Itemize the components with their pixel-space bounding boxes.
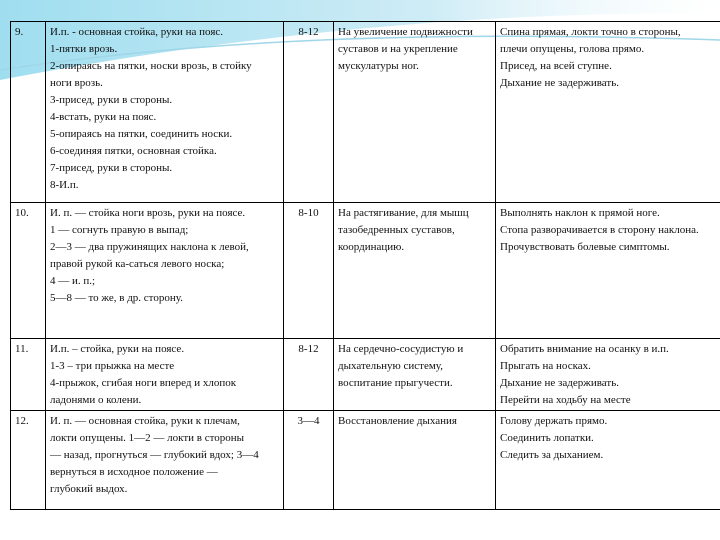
exercise-cell-line: 5-опираясь на пятки, соединить носки.: [50, 128, 233, 140]
exercise-cell-line: 3-присед, руки в стороны.: [50, 94, 173, 106]
exercise-cell-line: 2—3 — два пружинящих наклона к левой,: [50, 241, 249, 253]
exercise-cell-line: И. п. — основная стойка, руки к плечам,: [50, 415, 240, 427]
dosage-cell: [284, 203, 334, 339]
exercise-cell: [46, 411, 284, 510]
exercise-cell-line: 4-прыжок, сгибая ноги вперед и хлопок: [50, 377, 237, 389]
exercise-cell-line: 1-3 – три прыжка на месте: [50, 360, 175, 372]
exercise-cell-line: глубокий выдох.: [50, 483, 128, 495]
dosage-cell: [284, 339, 334, 411]
notes-cell-line: Прочувствовать болевые симптомы.: [500, 241, 670, 253]
exercise-cell-line: ладонями о колени.: [50, 394, 142, 406]
table-row: [11, 203, 720, 339]
notes-cell-line: Выполнять наклон к прямой ноге.: [500, 207, 660, 219]
table-row: [11, 339, 720, 411]
notes-cell-line: Перейти на ходьбу на месте: [500, 394, 631, 406]
exercise-cell-line: 8-И.п.: [50, 179, 79, 191]
dosage-cell-line: 8-12: [298, 343, 319, 355]
notes-cell-line: Следить за дыханием.: [500, 449, 604, 461]
table-row: [11, 22, 720, 203]
purpose-cell-line: координацию.: [338, 241, 405, 253]
exercise-cell-line: правой рукой ка-саться левого носка;: [50, 258, 225, 270]
row-number-cell-line: 9.: [15, 26, 24, 38]
purpose-cell: [334, 339, 496, 411]
notes-cell-line: Дыхание не задерживать.: [500, 77, 619, 89]
notes-cell-line: Стопа разворачивается в сторону наклона.: [500, 224, 699, 236]
exercise-cell-line: локти опущены. 1—2 — локти в стороны: [50, 432, 245, 444]
exercise-cell-line: И.п. - основная стойка, руки на пояс.: [50, 26, 224, 38]
notes-cell-line: Присед, на всей ступне.: [500, 60, 612, 72]
exercise-cell: [46, 203, 284, 339]
notes-cell: [496, 22, 720, 203]
exercise-cell-line: 7-присед, руки в стороны.: [50, 162, 173, 174]
exercise-cell-line: — назад, прогнуться — глубокий вдох; 3—4: [50, 449, 259, 461]
exercise-cell-line: 1-пятки врозь.: [50, 43, 118, 55]
row-number-cell-line: 12.: [15, 415, 29, 427]
purpose-cell: [334, 22, 496, 203]
notes-cell-line: Дыхание не задерживать.: [500, 377, 619, 389]
exercise-cell-line: И. п. — стойка ноги врозь, руки на поясе.: [50, 207, 246, 219]
table-row: [11, 411, 720, 510]
exercise-cell-line: 5—8 — то же, в др. сторону.: [50, 292, 183, 304]
exercise-cell-line: 4-встать, руки на пояс.: [50, 111, 157, 123]
purpose-cell-line: мускулатуры ног.: [338, 60, 419, 72]
dosage-cell-line: 8-10: [298, 207, 319, 219]
dosage-cell: [284, 411, 334, 510]
notes-cell-line: Спина прямая, локти точно в стороны,: [500, 26, 681, 38]
notes-cell-line: плечи опущены, голова прямо.: [500, 43, 645, 55]
purpose-cell-line: воспитание прыгучести.: [338, 377, 453, 389]
purpose-cell-line: тазобедренных суставов,: [338, 224, 455, 236]
notes-cell: [496, 411, 720, 510]
row-number-cell: [11, 203, 46, 339]
purpose-cell-line: На сердечно-сосудистую и: [338, 343, 464, 355]
exercise-cell-line: ноги врозь.: [50, 77, 103, 89]
row-number-cell: [11, 411, 46, 510]
exercise-table: [10, 21, 720, 510]
purpose-cell-line: Восстановление дыхания: [338, 415, 457, 427]
row-number-cell: [11, 22, 46, 203]
dosage-cell: [284, 22, 334, 203]
purpose-cell-line: дыхательную систему,: [338, 360, 443, 372]
purpose-cell-line: На увеличение подвижности: [338, 26, 473, 38]
exercise-cell-line: 6-соединяя пятки, основная стойка.: [50, 145, 217, 157]
purpose-cell-line: суставов и на укрепление: [338, 43, 458, 55]
notes-cell-line: Обратить внимание на осанку в и.п.: [500, 343, 669, 355]
exercise-cell-line: 1 — согнуть правую в выпад;: [50, 224, 189, 236]
notes-cell-line: Голову держать прямо.: [500, 415, 608, 427]
purpose-cell: [334, 411, 496, 510]
exercise-cell-line: вернуться в исходное положение —: [50, 466, 218, 478]
row-number-cell: [11, 339, 46, 411]
dosage-cell-line: 3—4: [297, 415, 320, 427]
notes-cell-line: Прыгать на носках.: [500, 360, 591, 372]
purpose-cell: [334, 203, 496, 339]
dosage-cell-line: 8-12: [298, 26, 319, 38]
notes-cell: [496, 339, 720, 411]
exercise-cell: [46, 339, 284, 411]
notes-cell-line: Соединить лопатки.: [500, 432, 594, 444]
row-number-cell-line: 10.: [15, 207, 29, 219]
notes-cell: [496, 203, 720, 339]
exercise-cell-line: 4 — и. п.;: [50, 275, 96, 287]
purpose-cell-line: На растягивание, для мышц: [338, 207, 469, 219]
exercise-cell-line: 2-опираясь на пятки, носки врозь, в стойку: [50, 60, 252, 72]
exercise-cell-line: И.п. – стойка, руки на поясе.: [50, 343, 185, 355]
exercise-cell: [46, 22, 284, 203]
row-number-cell-line: 11.: [15, 343, 29, 355]
